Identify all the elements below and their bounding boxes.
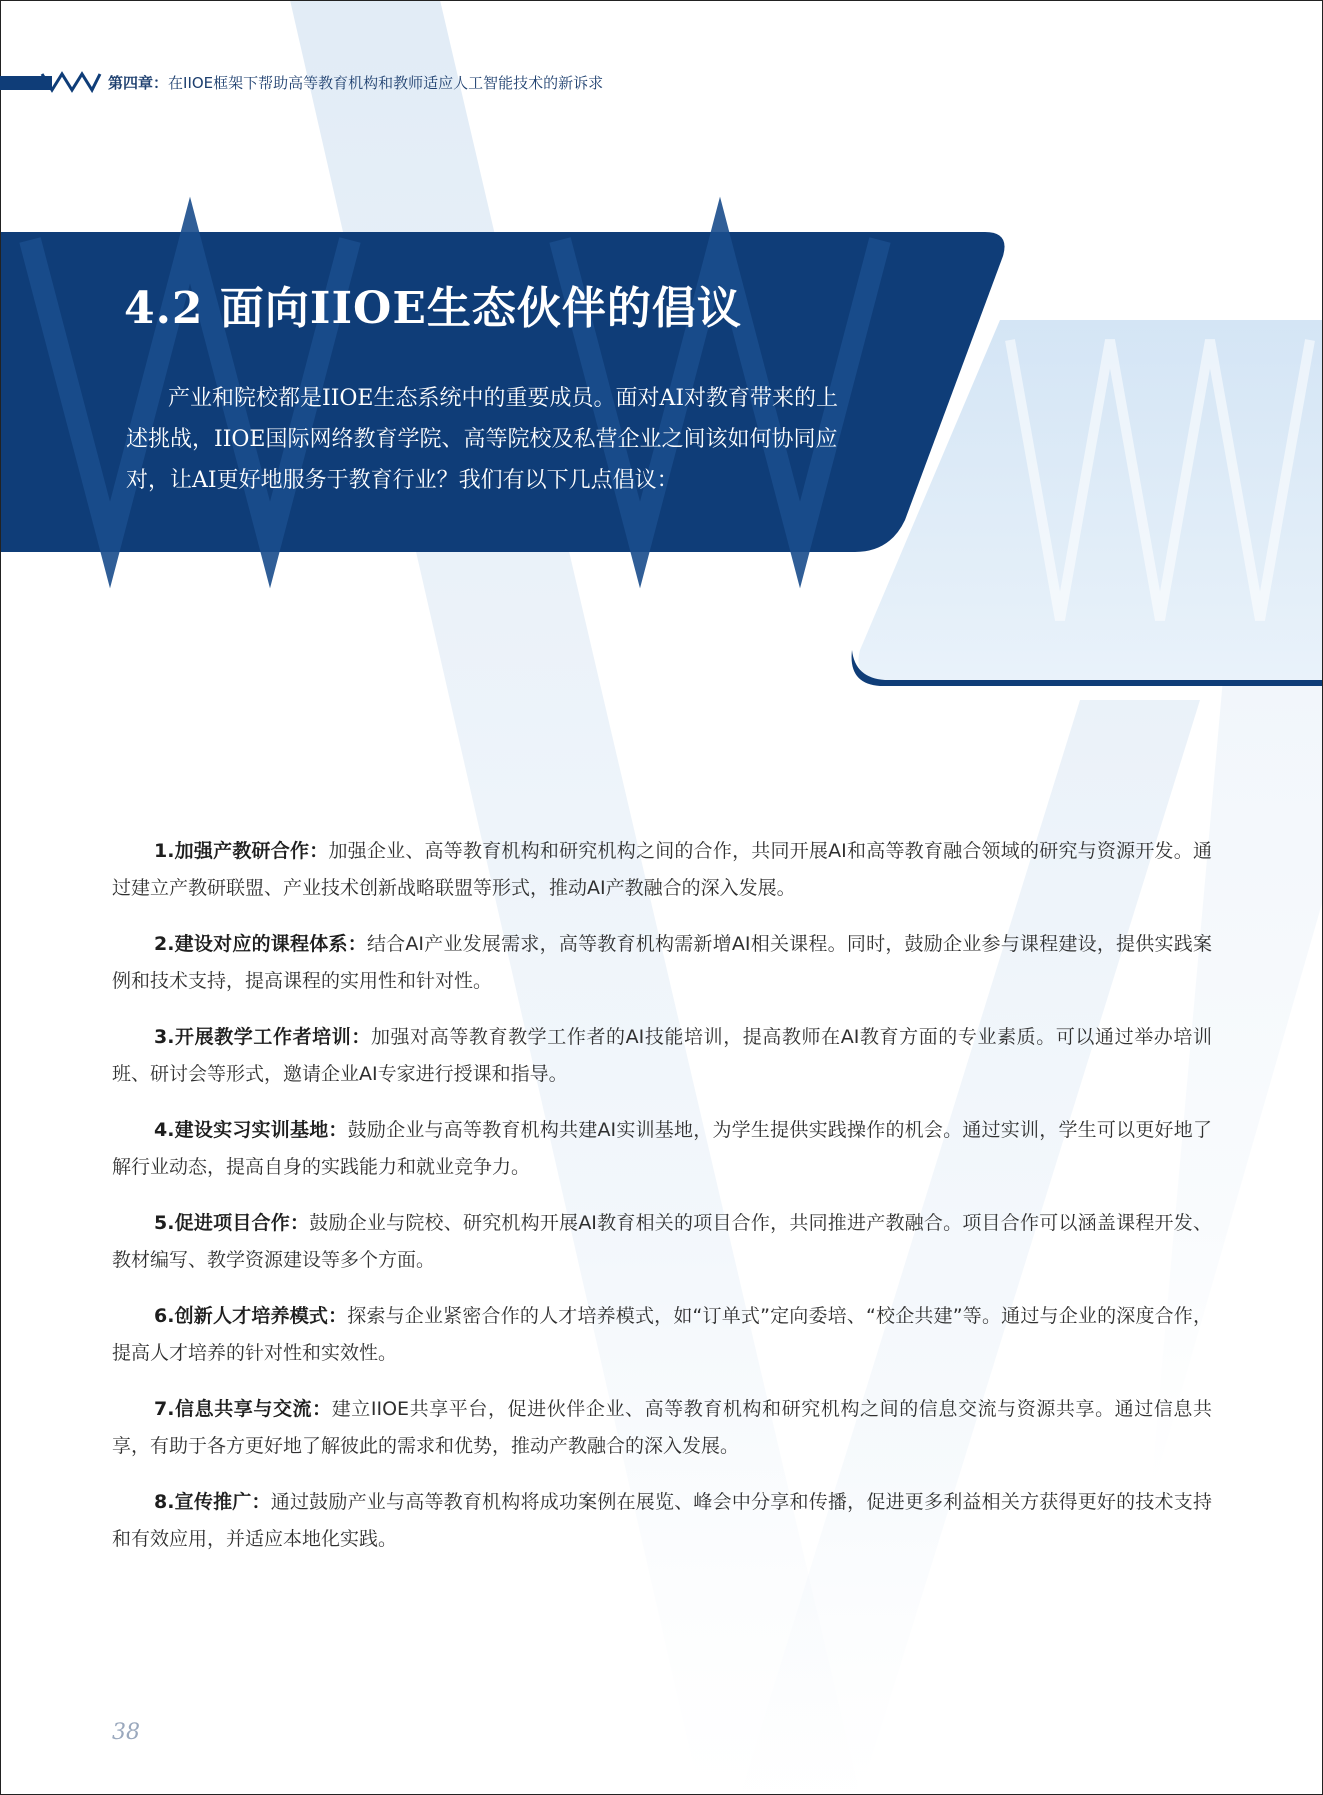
proposal-text: 加强对高等教育教学工作者的AI技能培训，提高教师在AI教育方面的专业素质。可以通过举办培训班、研讨会等形式，邀请企业AI专家进行授课和指导。 xyxy=(112,1026,1212,1085)
proposal-label: 2.建设对应的课程体系： xyxy=(154,933,367,955)
proposal-label: 5.促进项目合作： xyxy=(154,1212,310,1234)
proposal-item xyxy=(112,833,1212,907)
proposal-item xyxy=(112,1112,1212,1186)
proposal-label: 7.信息共享与交流： xyxy=(154,1398,332,1420)
wave-logo-icon xyxy=(40,70,102,94)
proposal-text: 加强企业、高等教育机构和研究机构之间的合作，共同开展AI和高等教育融合领域的研究与资源开发。通过建立产教研联盟、产业技术创新战略联盟等形式，推动AI产教融合的深入发展。 xyxy=(112,840,1212,899)
proposal-text: 鼓励企业与院校、研究机构开展AI教育相关的项目合作，共同推进产教融合。项目合作可以涵盖课程开发、教材编写、教学资源建设等多个方面。 xyxy=(112,1212,1212,1271)
section-title: 4.2 面向IIOE生态伙伴的倡议 xyxy=(124,283,742,334)
proposal-item xyxy=(112,1484,1212,1558)
chapter-label: 第四章： xyxy=(108,74,169,92)
proposal-label: 4.建设实习实训基地： xyxy=(154,1119,348,1141)
proposal-text: 结合AI产业发展需求，高等教育机构需新增AI相关课程。同时，鼓励企业参与课程建设，提供实践案例和技术支持，提高课程的实用性和针对性。 xyxy=(112,933,1212,992)
proposal-text: 鼓励企业与高等教育机构共建AI实训基地，为学生提供实践操作的机会。通过实训，学生可以更好地了解行业动态，提高自身的实践能力和就业竞争力。 xyxy=(112,1119,1212,1178)
proposal-text: 建立IIOE共享平台，促进伙伴企业、高等教育机构和研究机构之间的信息交流与资源共享。通过信息共享，有助于各方更好地了解彼此的需求和优势，推动产教融合的深入发展。 xyxy=(112,1398,1212,1457)
proposal-text: 探索与企业紧密合作的人才培养模式，如“订单式”定向委培、“校企共建”等。通过与企业的深度合作，提高人才培养的针对性和实效性。 xyxy=(112,1305,1212,1364)
proposal-item xyxy=(112,1019,1212,1093)
proposal-item xyxy=(112,1391,1212,1465)
proposal-label: 1.加强产教研合作： xyxy=(154,840,329,862)
proposal-list xyxy=(112,814,1212,1577)
proposal-text: 通过鼓励产业与高等教育机构将成功案例在展览、峰会中分享和传播，促进更多利益相关方获得更好的技术支持和有效应用，并适应本地化实践。 xyxy=(112,1491,1212,1550)
proposal-item xyxy=(112,1298,1212,1372)
proposal-item xyxy=(112,926,1212,1000)
proposal-label: 6.创新人才培养模式： xyxy=(154,1305,348,1327)
chapter-header xyxy=(108,72,603,93)
section-intro: 产业和院校都是IIOE生态系统中的重要成员。面对AI对教育带来的上述挑战，IIOE国际网络教育学院、高等院校及私营企业之间该如何协同应对，让AI更好地服务于教育行业？我们有以下几点倡议： xyxy=(126,386,839,493)
proposal-label: 8.宣传推广： xyxy=(154,1491,271,1513)
page-number: 38 xyxy=(112,1720,140,1745)
chapter-title: 在IIOE框架下帮助高等教育机构和教师适应人工智能技术的新诉求 xyxy=(168,74,604,92)
proposal-item xyxy=(112,1205,1212,1279)
proposal-label: 3.开展教学工作者培训： xyxy=(154,1026,371,1048)
